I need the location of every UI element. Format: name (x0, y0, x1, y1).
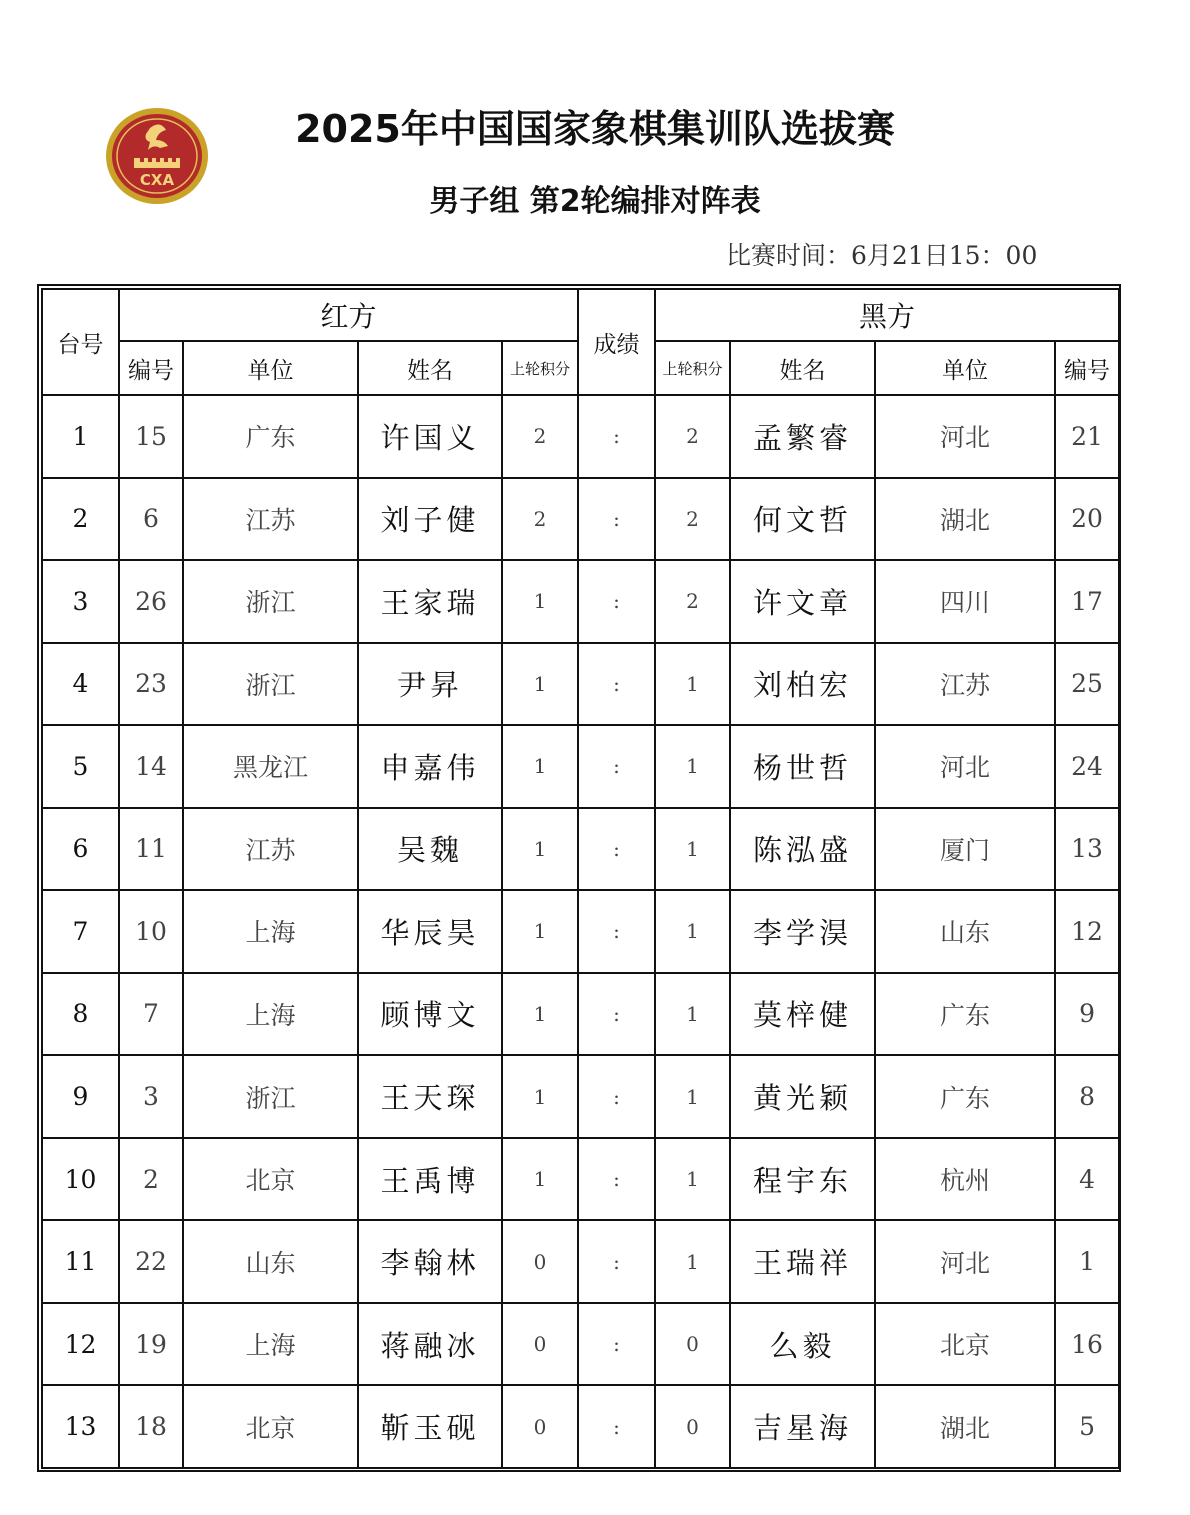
page-subtitle-text: 男子组 第2轮编排对阵表 (429, 184, 761, 219)
black-name-cell: 刘柏宏 (730, 643, 875, 726)
black-number-cell: 20 (1055, 478, 1119, 561)
table-row (42, 478, 1119, 561)
red-unit-cell: 浙江 (183, 643, 358, 726)
black-number-cell: 24 (1055, 725, 1119, 808)
board-cell: 12 (42, 1303, 119, 1386)
board-cell: 5 (42, 725, 119, 808)
black-unit-cell: 江苏 (875, 643, 1055, 726)
red-prev-score-cell: 0 (502, 1220, 578, 1303)
red-name-cell: 蒋融冰 (358, 1303, 502, 1386)
match-time-value: 6月21日15：00 (851, 241, 1038, 270)
table-row (42, 1303, 1119, 1386)
red-unit-cell: 浙江 (183, 1055, 358, 1138)
red-name-cell: 尹昇 (358, 643, 502, 726)
header-black-number: 编号 (1055, 341, 1119, 395)
table-row (42, 890, 1119, 973)
red-unit-cell: 浙江 (183, 560, 358, 643)
red-name-cell: 靳玉砚 (358, 1385, 502, 1468)
result-cell: : (578, 560, 655, 643)
black-unit-cell: 湖北 (875, 1385, 1055, 1468)
black-name-cell: 黄光颖 (730, 1055, 875, 1138)
black-prev-score-cell: 1 (655, 725, 730, 808)
red-name-cell: 顾博文 (358, 973, 502, 1056)
match-time-label: 比赛时间： (726, 241, 852, 270)
red-unit-cell: 北京 (183, 1138, 358, 1221)
table-row (42, 725, 1119, 808)
black-name-cell: 莫梓健 (730, 973, 875, 1056)
page-title-text: 2025年中国国家象棋集训队选拔赛 (295, 107, 895, 151)
black-name-cell: 李学淏 (730, 890, 875, 973)
red-name-cell: 华辰昊 (358, 890, 502, 973)
red-name-cell: 申嘉伟 (358, 725, 502, 808)
board-cell: 9 (42, 1055, 119, 1138)
red-number-cell: 11 (119, 808, 183, 891)
red-number-cell: 19 (119, 1303, 183, 1386)
black-prev-score-cell: 1 (655, 973, 730, 1056)
red-name-cell: 王家瑞 (358, 560, 502, 643)
red-name-cell: 吴魏 (358, 808, 502, 891)
red-prev-score-cell: 0 (502, 1303, 578, 1386)
result-cell: : (578, 395, 655, 478)
black-unit-cell: 山东 (875, 890, 1055, 973)
result-cell: : (578, 478, 655, 561)
header-result: 成绩 (578, 289, 655, 395)
black-unit-cell: 四川 (875, 560, 1055, 643)
result-cell: : (578, 1385, 655, 1468)
table-row (42, 808, 1119, 891)
red-unit-cell: 上海 (183, 1303, 358, 1386)
black-name-cell: 何文哲 (730, 478, 875, 561)
board-cell: 10 (42, 1138, 119, 1221)
black-prev-score-cell: 1 (655, 890, 730, 973)
header-red: 红方 (119, 289, 578, 341)
red-prev-score-cell: 1 (502, 560, 578, 643)
logo-text: CXA (139, 171, 175, 189)
black-prev-score-cell: 1 (655, 1138, 730, 1221)
red-name-cell: 王天琛 (358, 1055, 502, 1138)
red-name-cell: 李翰林 (358, 1220, 502, 1303)
black-unit-cell: 河北 (875, 725, 1055, 808)
red-prev-score-cell: 1 (502, 890, 578, 973)
result-cell: : (578, 808, 655, 891)
table-row (42, 1385, 1119, 1468)
red-number-cell: 6 (119, 478, 183, 561)
black-number-cell: 13 (1055, 808, 1119, 891)
red-prev-score-cell: 1 (502, 808, 578, 891)
red-prev-score-cell: 1 (502, 725, 578, 808)
red-name-cell: 许国义 (358, 395, 502, 478)
black-number-cell: 17 (1055, 560, 1119, 643)
black-name-cell: 孟繁睿 (730, 395, 875, 478)
red-prev-score-cell: 1 (502, 1055, 578, 1138)
table-row (42, 395, 1119, 478)
black-number-cell: 25 (1055, 643, 1119, 726)
red-number-cell: 7 (119, 973, 183, 1056)
table-row (42, 1055, 1119, 1138)
red-unit-cell: 北京 (183, 1385, 358, 1468)
black-prev-score-cell: 1 (655, 1055, 730, 1138)
board-cell: 1 (42, 395, 119, 478)
board-cell: 13 (42, 1385, 119, 1468)
table-row (42, 1138, 1119, 1221)
black-prev-score-cell: 2 (655, 395, 730, 478)
black-number-cell: 9 (1055, 973, 1119, 1056)
black-prev-score-cell: 1 (655, 808, 730, 891)
board-cell: 8 (42, 973, 119, 1056)
black-prev-score-cell: 0 (655, 1385, 730, 1468)
match-time (726, 236, 1037, 272)
red-number-cell: 15 (119, 395, 183, 478)
table-row (42, 1220, 1119, 1303)
red-prev-score-cell: 1 (502, 973, 578, 1056)
black-unit-cell: 河北 (875, 395, 1055, 478)
red-number-cell: 2 (119, 1138, 183, 1221)
red-number-cell: 14 (119, 725, 183, 808)
black-name-cell: 程宇东 (730, 1138, 875, 1221)
red-prev-score-cell: 0 (502, 1385, 578, 1468)
black-number-cell: 1 (1055, 1220, 1119, 1303)
header-black-prev-score: 上轮积分 (655, 341, 730, 395)
result-cell: : (578, 643, 655, 726)
black-name-cell: 陈泓盛 (730, 808, 875, 891)
black-prev-score-cell: 2 (655, 478, 730, 561)
header-red-name: 姓名 (358, 341, 502, 395)
result-cell: : (578, 725, 655, 808)
result-cell: : (578, 1220, 655, 1303)
red-unit-cell: 黑龙江 (183, 725, 358, 808)
page-subtitle (0, 176, 1190, 220)
red-number-cell: 26 (119, 560, 183, 643)
black-number-cell: 8 (1055, 1055, 1119, 1138)
red-prev-score-cell: 2 (502, 478, 578, 561)
table-row (42, 643, 1119, 726)
black-number-cell: 16 (1055, 1303, 1119, 1386)
red-unit-cell: 山东 (183, 1220, 358, 1303)
black-prev-score-cell: 0 (655, 1303, 730, 1386)
board-cell: 6 (42, 808, 119, 891)
board-cell: 3 (42, 560, 119, 643)
result-cell: : (578, 973, 655, 1056)
header-red-number: 编号 (119, 341, 183, 395)
header-black-unit: 单位 (875, 341, 1055, 395)
black-number-cell: 12 (1055, 890, 1119, 973)
black-name-cell: 杨世哲 (730, 725, 875, 808)
black-name-cell: 许文章 (730, 560, 875, 643)
black-number-cell: 5 (1055, 1385, 1119, 1468)
black-number-cell: 21 (1055, 395, 1119, 478)
board-cell: 4 (42, 643, 119, 726)
red-number-cell: 23 (119, 643, 183, 726)
board-cell: 2 (42, 478, 119, 561)
table-row (42, 560, 1119, 643)
black-unit-cell: 广东 (875, 973, 1055, 1056)
red-prev-score-cell: 1 (502, 643, 578, 726)
table-row (42, 973, 1119, 1056)
board-cell: 7 (42, 890, 119, 973)
red-name-cell: 王禹博 (358, 1138, 502, 1221)
black-unit-cell: 北京 (875, 1303, 1055, 1386)
red-unit-cell: 广东 (183, 395, 358, 478)
black-unit-cell: 河北 (875, 1220, 1055, 1303)
header-black: 黑方 (655, 289, 1119, 341)
board-cell: 11 (42, 1220, 119, 1303)
red-prev-score-cell: 2 (502, 395, 578, 478)
result-cell: : (578, 1303, 655, 1386)
red-unit-cell: 上海 (183, 890, 358, 973)
black-name-cell: 王瑞祥 (730, 1220, 875, 1303)
red-name-cell: 刘子健 (358, 478, 502, 561)
black-prev-score-cell: 1 (655, 1220, 730, 1303)
black-unit-cell: 湖北 (875, 478, 1055, 561)
red-unit-cell: 江苏 (183, 808, 358, 891)
red-number-cell: 22 (119, 1220, 183, 1303)
red-unit-cell: 上海 (183, 973, 358, 1056)
header-red-unit: 单位 (183, 341, 358, 395)
result-cell: : (578, 1138, 655, 1221)
black-name-cell: 么毅 (730, 1303, 875, 1386)
black-number-cell: 4 (1055, 1138, 1119, 1221)
header-black-name: 姓名 (730, 341, 875, 395)
red-number-cell: 3 (119, 1055, 183, 1138)
black-unit-cell: 杭州 (875, 1138, 1055, 1221)
red-number-cell: 10 (119, 890, 183, 973)
result-cell: : (578, 890, 655, 973)
black-unit-cell: 厦门 (875, 808, 1055, 891)
result-cell: : (578, 1055, 655, 1138)
black-name-cell: 吉星海 (730, 1385, 875, 1468)
black-unit-cell: 广东 (875, 1055, 1055, 1138)
header-red-prev-score: 上轮积分 (502, 341, 578, 395)
header-board: 台号 (42, 289, 119, 395)
black-prev-score-cell: 2 (655, 560, 730, 643)
red-unit-cell: 江苏 (183, 478, 358, 561)
pairing-table (41, 288, 1120, 1469)
black-prev-score-cell: 1 (655, 643, 730, 726)
red-prev-score-cell: 1 (502, 1138, 578, 1221)
red-number-cell: 18 (119, 1385, 183, 1468)
page-title (0, 98, 1190, 153)
